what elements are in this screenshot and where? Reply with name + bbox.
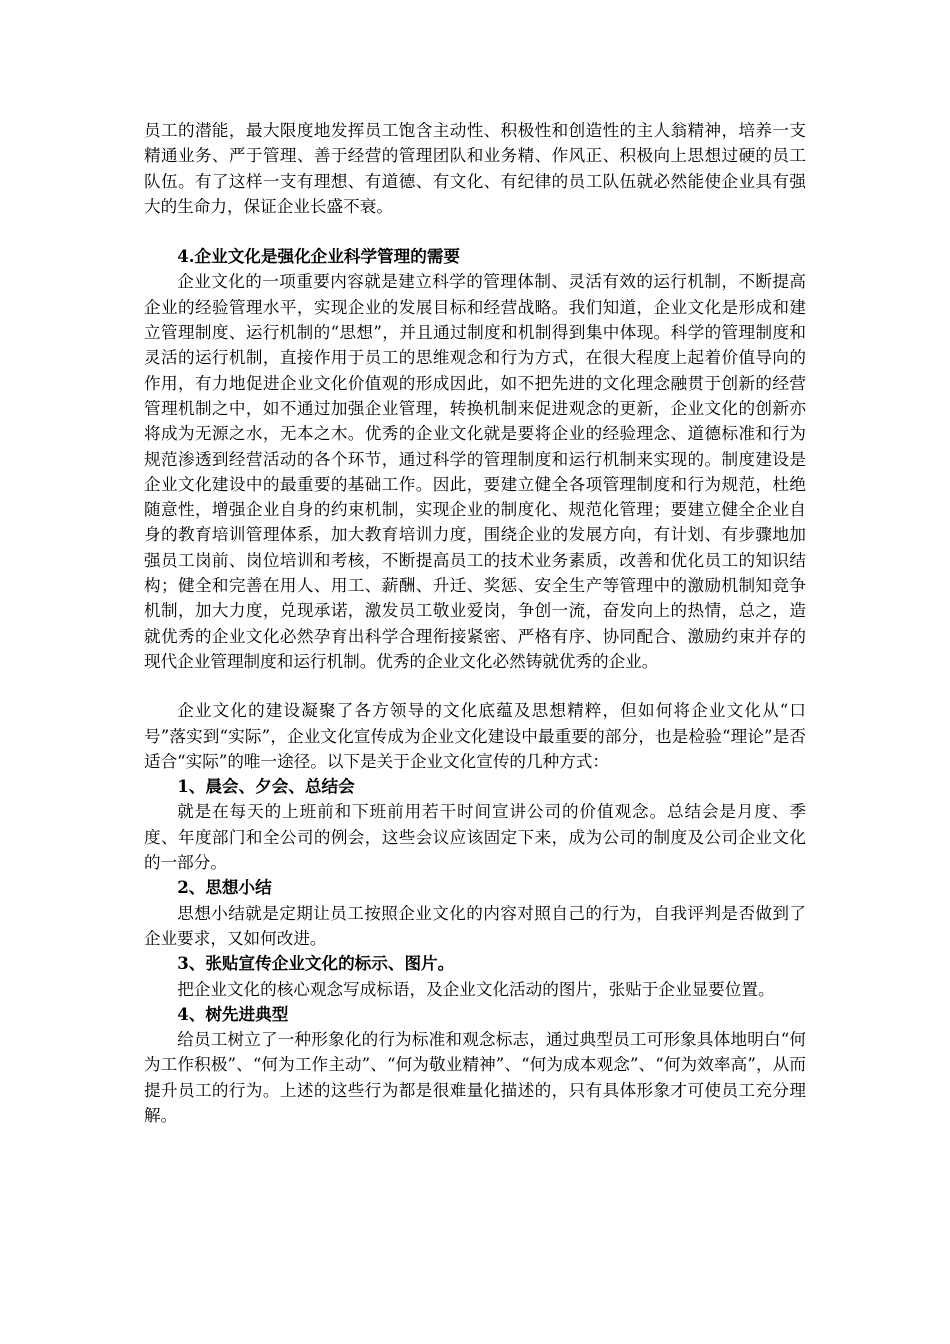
method-3-title: 3、张贴宣传企业文化的标示、图片。: [177, 953, 455, 974]
intro-paragraph: 员工的潜能，最大限度地发挥员工饱含主动性、积极性和创造性的主人翁精神，培养一支精通业务、严于管理、善于经营的管理团队和业务精、作风正、积极向上思想过硬的员工队伍。有了这样一支有理想、有道德、有文化、有纪律的员工队伍就必然能使企业具有强大的生命力，保证企业长盛不衰。: [144, 121, 806, 216]
method-1-title: 1、晨会、夕会、总结会: [177, 776, 355, 797]
paragraph-spacer: [144, 674, 806, 698]
method-3-body: 把企业文化的核心观念写成标语，及企业文化活动的图片，张贴于企业显要位置。: [177, 979, 775, 999]
method-2-title: 2、思想小结: [177, 877, 272, 898]
section-4-title: 4.企业文化是强化企业科学管理的需要: [177, 246, 461, 267]
method-4-body: 给员工树立了一种形象化的行为标准和观念标志，通过典型员工可形象具体地明白“何为工作积极”、“何为工作主动”、“何为敬业精神”、“何为成本观念”、“何为效率高”，从而提升员工的行为。上述的这些行为都是很难量化描述的，只有具体形象才可使员工充分理解。: [144, 1030, 806, 1125]
method-4-title: 4、树先进典型: [177, 1003, 289, 1024]
method-1-body: 就是在每天的上班前和下班前用若干时间宣讲公司的价值观念。总结会是月度、季度、年度部门和全公司的例会，这些会议应该固定下来，成为公司的制度及公司企业文化的一部分。: [144, 802, 806, 873]
method-2-body: 思想小结就是定期让员工按照企业文化的内容对照自己的行为，自我评判是否做到了企业要求，又如何改进。: [144, 903, 806, 948]
section-4-body: 企业文化的一项重要内容就是建立科学的管理体制、灵活有效的运行机制，不断提高企业的经验管理水平，实现企业的发展目标和经营战略。我们知道，企业文化是形成和建立管理制度、运行机制的“思想”，并且通过制度和机制得到集中体现。科学的管理制度和灵活的运行机制，直接作用于员工的思维观念和行为方式，在很大程度上起着价值导向的作用，有力地促进企业文化价值观的形成因此，如不把先进的文化理念融贯于创新的经营管理机制之中，如不通过加强企业管理，转换机制来促进观念的更新，企业文化的创新亦将成为无源之水，无本之木。优秀的企业文化就是要将企业的经验理念、道德标准和行为规范渗透到经营活动的各个环节，通过科学的管理制度和运行机制来实现的。制度建设是企业文化建设中的最重要的基础工作。因此，要建立健全各项管理制度和行为规范，杜绝随意性，增强企业自身的约束机制，实现企业的制度化、规范化管理；要建立健全企业自身的教育培训管理体系，加大教育培训力度，围绕企业的发展方向，有计划、有步骤地加强员工岗前、岗位培训和考核，不断提高员工的技术业务素质，改善和优化员工的知识结构；健全和完善在用人、用工、薪酬、升迁、奖惩、安全生产等管理中的激励机制知竞争机制，加大力度，兑现承诺，激发员工敬业爱岗，争创一流，奋发向上的热情，总之，造就优秀的企业文化必然孕育出科学合理衔接紧密、严格有序、协同配合、激励约束并存的现代企业管理制度和运行机制。优秀的企业文化必然铸就优秀的企业。: [144, 272, 806, 671]
document-page: [144, 118, 806, 1128]
propaganda-intro: 企业文化的建设凝聚了各方领导的文化底蕴及思想精粹，但如何将企业文化从“口号”落实到“实际”，企业文化宣传成为企业文化建设中最重要的部分，也是检验“理论”是否适合“实际”的唯一途径。以下是关于企业文化宣传的几种方式：: [144, 701, 806, 771]
